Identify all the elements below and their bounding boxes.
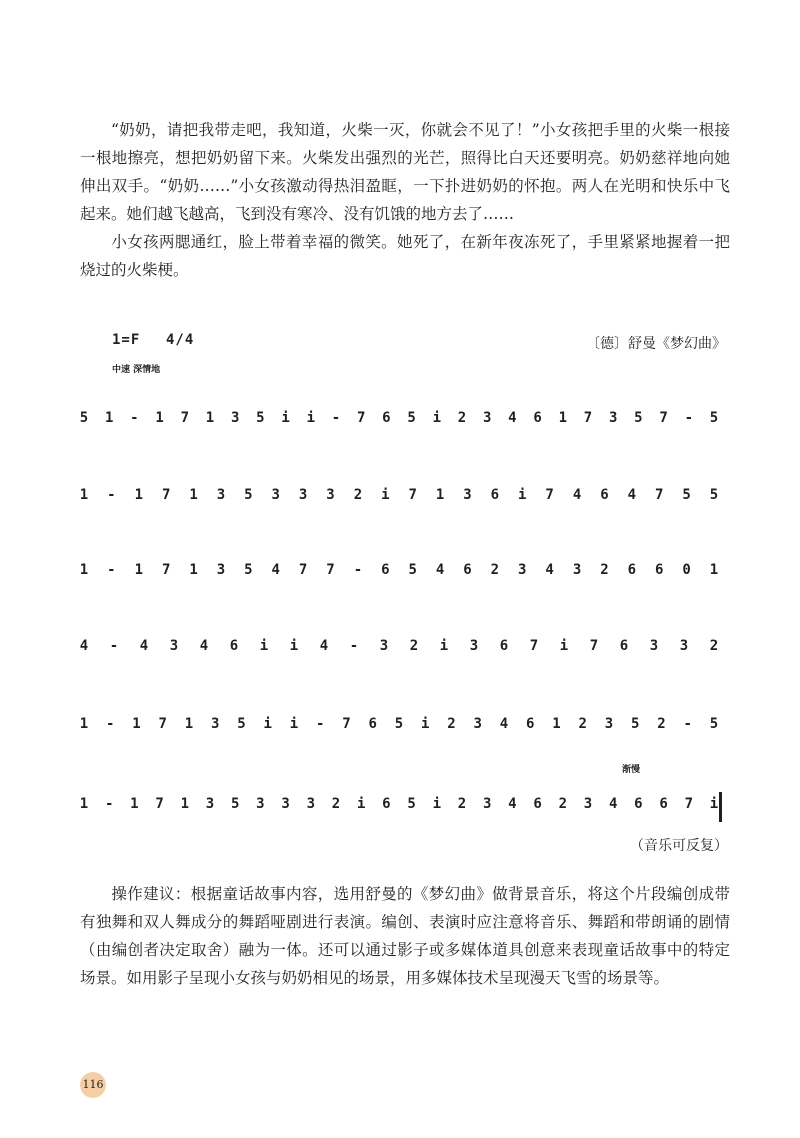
- note: 0: [682, 562, 691, 578]
- note: -: [353, 562, 363, 578]
- note: 1: [709, 562, 719, 578]
- note: i: [709, 796, 719, 812]
- note: 6: [368, 716, 377, 732]
- note: -: [107, 487, 116, 503]
- note: 6: [499, 638, 509, 654]
- note: -: [106, 716, 115, 732]
- note: 3: [463, 487, 472, 503]
- note: 5: [709, 487, 719, 503]
- note: 3: [572, 562, 582, 578]
- note: 6: [463, 562, 472, 578]
- note: 4: [139, 638, 149, 654]
- note: 5: [244, 487, 253, 503]
- note: 4: [271, 562, 280, 578]
- note: -: [130, 410, 139, 426]
- note: 3: [281, 796, 290, 812]
- note: 5: [682, 487, 691, 503]
- score-line-5: [78, 712, 740, 742]
- note: 3: [482, 410, 492, 426]
- note: i: [439, 638, 449, 654]
- note: 3: [298, 487, 308, 503]
- page-number: 116: [80, 1072, 106, 1098]
- note: 7: [583, 410, 593, 426]
- note: 5: [230, 796, 240, 812]
- note: 7: [659, 410, 668, 426]
- note: 5: [709, 410, 719, 426]
- note: 1: [205, 410, 215, 426]
- note: 7: [342, 716, 351, 732]
- note: 3: [518, 562, 527, 578]
- note: 1: [189, 487, 198, 503]
- note: 7: [155, 796, 164, 812]
- score-line-6: [78, 792, 740, 822]
- note: 1: [180, 796, 190, 812]
- note: 3: [326, 487, 335, 503]
- note: i: [263, 716, 272, 732]
- note: -: [316, 716, 325, 732]
- note: 7: [589, 638, 599, 654]
- note: 3: [649, 638, 659, 654]
- note: 7: [326, 562, 335, 578]
- note: 7: [654, 487, 664, 503]
- note: -: [109, 638, 119, 654]
- ritardando-marking: 渐慢: [622, 765, 641, 775]
- note: i: [289, 716, 299, 732]
- note: 2: [600, 562, 609, 578]
- note: 1: [134, 562, 143, 578]
- note: 4: [508, 796, 517, 812]
- note: -: [104, 796, 114, 812]
- note: i: [432, 796, 442, 812]
- note: 7: [161, 562, 171, 578]
- note: i: [432, 410, 442, 426]
- note: 6: [654, 562, 664, 578]
- note: 2: [578, 716, 587, 732]
- note: 3: [608, 410, 618, 426]
- note: -: [349, 638, 359, 654]
- score-line-4: [78, 634, 740, 664]
- note: 6: [659, 796, 668, 812]
- note: 3: [216, 562, 226, 578]
- note: 7: [545, 487, 554, 503]
- note: 1: [104, 410, 114, 426]
- story-paragraph-1: “奶奶，请把我带走吧，我知道，火柴一灭，你就会不见了！”小女孩把手里的火柴一根接一根地擦亮，想把奶奶留下来。火柴发出强烈的光芒，照得比白天还要明亮。奶奶慈祥地向她伸出双手。“奶奶……”小女孩激动得热泪盈眶，一下扑进奶奶的怀抱。两人在光明和快乐中飞起来。她们越飞越高，飞到没有寒冷、没有饥饿的地方去了……: [80, 121, 730, 223]
- note: 5: [237, 716, 246, 732]
- note: 4: [199, 638, 209, 654]
- note: 3: [679, 638, 689, 654]
- note: 1: [130, 796, 139, 812]
- note: 2: [657, 716, 666, 732]
- note: 7: [180, 410, 190, 426]
- note: i: [259, 638, 269, 654]
- note: 1: [134, 487, 143, 503]
- note: 6: [533, 410, 542, 426]
- note: 1: [552, 716, 561, 732]
- note: 1: [79, 716, 89, 732]
- note: i: [289, 638, 299, 654]
- note: 1: [435, 487, 445, 503]
- note: 1: [79, 487, 89, 503]
- note: 2: [331, 796, 341, 812]
- note: 4: [79, 638, 89, 654]
- note: 6: [229, 638, 239, 654]
- note: -: [331, 410, 341, 426]
- story-paragraph-2: 小女孩两腮通红，脸上带着幸福的微笑。她死了，在新年夜冻死了，手里紧紧地握着一把烧过的火柴梗。: [80, 233, 730, 279]
- note: 5: [244, 562, 253, 578]
- note: 3: [271, 487, 280, 503]
- note: 5: [407, 410, 416, 426]
- note: 7: [684, 796, 694, 812]
- note: i: [421, 716, 430, 732]
- note: 5: [394, 716, 404, 732]
- note: 1: [558, 410, 568, 426]
- note: 4: [572, 487, 582, 503]
- note: 3: [205, 796, 215, 812]
- tempo-marking: 中速 深情地: [112, 365, 161, 375]
- note: 5: [79, 410, 89, 426]
- note: -: [683, 716, 692, 732]
- note: 4: [608, 796, 618, 812]
- note: 3: [230, 410, 240, 426]
- note: -: [684, 410, 694, 426]
- note: i: [381, 487, 390, 503]
- note: 6: [627, 562, 637, 578]
- note: 2: [709, 638, 719, 654]
- note: 3: [583, 796, 593, 812]
- note: 1: [184, 716, 194, 732]
- note: 5: [407, 796, 416, 812]
- time-signature: 4/4: [166, 332, 195, 348]
- note: 2: [409, 638, 419, 654]
- note: 6: [600, 487, 609, 503]
- note: 4: [508, 410, 517, 426]
- note: 6: [619, 638, 629, 654]
- note: 6: [526, 716, 535, 732]
- note: 1: [79, 796, 89, 812]
- note: 2: [457, 410, 467, 426]
- score-header: [112, 328, 202, 378]
- final-barline: [719, 792, 722, 822]
- note: 3: [379, 638, 389, 654]
- note: i: [306, 410, 316, 426]
- note: 6: [382, 410, 391, 426]
- note: 3: [482, 796, 492, 812]
- score-credit: 〔德〕舒曼《梦幻曲》: [586, 336, 726, 352]
- note: i: [559, 638, 569, 654]
- note: 2: [457, 796, 467, 812]
- note: 7: [158, 716, 167, 732]
- score-line-1: [78, 406, 740, 436]
- note: 3: [169, 638, 179, 654]
- suggestion-paragraph: 操作建议：根据童话故事内容，选用舒曼的《梦幻曲》做背景音乐，将这个片段编创成带有独舞和双人舞成分的舞蹈哑剧进行表演。编创、表演时应注意将音乐、舞蹈和带朗诵的剧情（由编创者决定取舍）融为一体。还可以通过影子或多媒体道具创意来表现童话故事中的特定场景。如用影子呈现小女孩与奶奶相见的场景，用多媒体技术呈现漫天飞雪的场景等。: [80, 885, 730, 987]
- note: 3: [216, 487, 226, 503]
- note: 4: [545, 562, 554, 578]
- note: i: [281, 410, 290, 426]
- note: 3: [604, 716, 614, 732]
- note: 3: [256, 796, 265, 812]
- note: 3: [473, 716, 482, 732]
- repeat-note: （音乐可反复）: [630, 838, 728, 854]
- note: 7: [356, 410, 366, 426]
- note: i: [518, 487, 527, 503]
- note: 2: [353, 487, 363, 503]
- note: 1: [189, 562, 198, 578]
- note: 7: [161, 487, 171, 503]
- note: 2: [490, 562, 500, 578]
- note: 5: [408, 562, 417, 578]
- note: 1: [132, 716, 141, 732]
- note: 4: [319, 638, 329, 654]
- note: 5: [631, 716, 640, 732]
- note: 7: [408, 487, 417, 503]
- note: 3: [211, 716, 220, 732]
- key-signature: 1=F: [112, 332, 141, 348]
- note: 5: [634, 410, 643, 426]
- note: i: [356, 796, 366, 812]
- note: -: [107, 562, 116, 578]
- note: 3: [306, 796, 316, 812]
- note: 6: [490, 487, 500, 503]
- note: 6: [533, 796, 542, 812]
- note: 2: [447, 716, 456, 732]
- note: 1: [155, 410, 164, 426]
- note: 5: [256, 410, 265, 426]
- note: 2: [558, 796, 568, 812]
- note: 7: [529, 638, 539, 654]
- note: 4: [435, 562, 445, 578]
- note: 4: [627, 487, 637, 503]
- note: 7: [298, 562, 308, 578]
- score-line-3: [78, 558, 740, 588]
- note: 6: [382, 796, 391, 812]
- note: 6: [381, 562, 390, 578]
- note: 6: [634, 796, 643, 812]
- note: 3: [469, 638, 479, 654]
- score-line-2: [78, 483, 740, 513]
- note: 4: [499, 716, 509, 732]
- note: 1: [79, 562, 89, 578]
- note: 5: [709, 716, 719, 732]
